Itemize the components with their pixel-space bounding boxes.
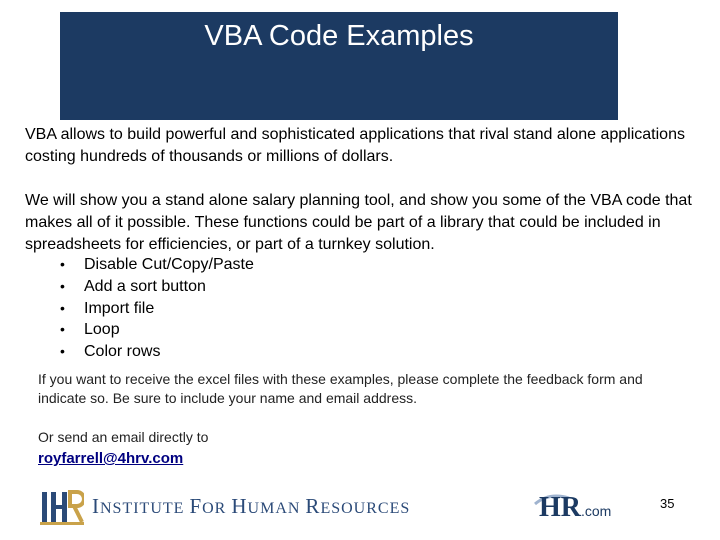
list-item [60, 341, 254, 363]
ihr-mark-icon [40, 488, 84, 526]
intro-paragraph: VBA allows to build powerful and sophisticated applications that rival stand alone applications costing hundreds of thousands or millions of dollars. [25, 126, 685, 165]
list-item [60, 276, 254, 298]
bullet-icon: • [60, 343, 65, 360]
list-item-label: Disable Cut/Copy/Paste [84, 256, 254, 273]
list-item-label: Loop [84, 321, 120, 339]
description-paragraph: We will show you a stand alone salary planning tool, and show you some of the VBA code that makes all of it possible. These functions could be part of a library that could be included in spreadsheets for efficiencies, or part of a turnkey solution. [25, 192, 692, 253]
email-prompt: Or send an email directly to [38, 429, 209, 445]
title-banner [60, 12, 618, 120]
ihr-name: INSTITUTE FOR HUMAN RESOURCES [92, 494, 411, 518]
bullet-icon: • [60, 321, 65, 338]
email-link[interactable]: royfarrell@4hrv.com [38, 450, 184, 467]
bullet-icon: • [60, 256, 65, 272]
slide-title: VBA Code Examples [204, 20, 474, 52]
list-item-label: Add a sort button [84, 277, 206, 295]
hr-com-text: HR.com [539, 492, 612, 523]
hr-com-logo [533, 490, 633, 524]
bullet-icon: • [60, 299, 65, 316]
ihr-logo [40, 484, 440, 530]
bullet-icon: • [60, 277, 65, 294]
list-item [60, 298, 254, 320]
page-number: 35 [660, 496, 675, 511]
feedback-note: If you want to receive the excel files with these examples, please complete the feedback form and indicate so. Be sure to include your name and email address. [38, 371, 643, 406]
list-item-label: Color rows [84, 343, 161, 361]
list-item [60, 254, 254, 276]
list-item [60, 319, 254, 341]
feature-list [60, 254, 254, 363]
list-item-label: Import file [84, 299, 155, 317]
